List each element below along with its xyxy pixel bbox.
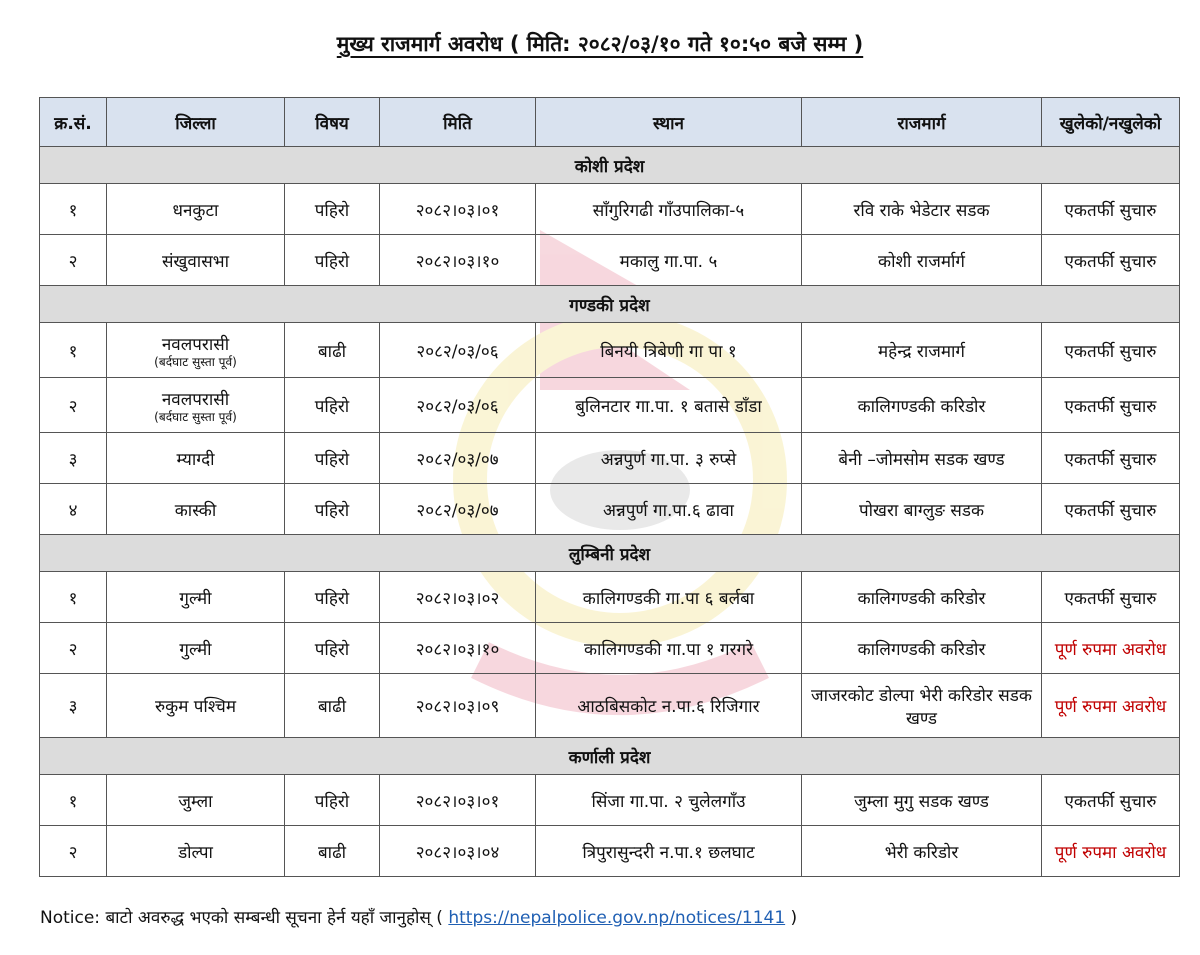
highway-cell: कालिगण्डकी करिडोर — [802, 572, 1042, 623]
date-cell: २०८२/०३/०६ — [380, 378, 536, 433]
district-name: गुल्मी — [179, 588, 212, 609]
district-name: संखुवासभा — [161, 251, 230, 272]
province-name: लुम्बिनी प्रदेश — [40, 535, 1180, 572]
district-cell — [107, 235, 285, 286]
serial-number-cell: १ — [40, 184, 107, 235]
column-header: विषय — [285, 98, 380, 147]
column-header: मिति — [380, 98, 536, 147]
subject-cell: पहिरो — [285, 623, 380, 674]
table-row — [40, 775, 1180, 826]
place-cell: कालिगण्डकी गा.पा ६ बर्लबा — [536, 572, 802, 623]
table-row — [40, 433, 1180, 484]
district-cell — [107, 572, 285, 623]
district-name: रुकुम पश्चिम — [154, 697, 237, 717]
column-header: क्र.सं. — [40, 98, 107, 147]
serial-number-cell: २ — [40, 826, 107, 877]
highway-cell: कालिगण्डकी करिडोर — [802, 623, 1042, 674]
serial-number-cell: २ — [40, 623, 107, 674]
status-cell: एकतर्फी सुचारु — [1042, 323, 1180, 378]
serial-number-cell: १ — [40, 323, 107, 378]
table-row — [40, 572, 1180, 623]
district-cell — [107, 674, 285, 738]
date-cell: २०८२।०३।०१ — [380, 184, 536, 235]
serial-number-cell: ३ — [40, 674, 107, 738]
district-subtext: (बर्दघाट सुस्ता पूर्व) — [154, 354, 237, 369]
highway-cell: कालिगण्डकी करिडोर — [802, 378, 1042, 433]
district-name: धनकुटा — [172, 200, 219, 221]
province-row — [40, 738, 1180, 775]
serial-number-cell: २ — [40, 235, 107, 286]
place-cell: कालिगण्डकी गा.पा १ गरगरे — [536, 623, 802, 674]
highway-obstruction-table — [39, 97, 1180, 877]
notice-line — [40, 905, 797, 928]
table-row — [40, 184, 1180, 235]
district-cell — [107, 826, 285, 877]
date-cell: २०८२।०३।०४ — [380, 826, 536, 877]
district-name: म्याग्दी — [176, 449, 215, 470]
subject-cell: बाढी — [285, 323, 380, 378]
subject-cell: बाढी — [285, 674, 380, 738]
table-row — [40, 826, 1180, 877]
place-cell: अन्नपुर्ण गा.पा.६ ढावा — [536, 484, 802, 535]
district-cell — [107, 484, 285, 535]
status-cell: एकतर्फी सुचारु — [1042, 184, 1180, 235]
page-title: मुख्य राजमार्ग अवरोध ( मिति: २०८२/०३/१० गते १०:५० बजे सम्म ) — [336, 32, 864, 56]
notice-link[interactable]: https://nepalpolice.gov.np/notices/1141 — [448, 908, 786, 928]
status-cell: एकतर्फी सुचारु — [1042, 572, 1180, 623]
date-cell: २०८२।०३।१० — [380, 235, 536, 286]
highway-cell: कोशी राजर्मार्ग — [802, 235, 1042, 286]
table-body — [40, 147, 1180, 877]
highway-cell: पोखरा बाग्लुङ सडक — [802, 484, 1042, 535]
subject-cell: पहिरो — [285, 184, 380, 235]
subject-cell: पहिरो — [285, 433, 380, 484]
place-cell: बुलिनटार गा.पा. १ बतासे डाँडा — [536, 378, 802, 433]
column-header: राजमार्ग — [802, 98, 1042, 147]
date-cell: २०८२/०३/०६ — [380, 323, 536, 378]
table-row — [40, 623, 1180, 674]
subject-cell: पहिरो — [285, 572, 380, 623]
place-cell: अन्नपुर्ण गा.पा. ३ रुप्से — [536, 433, 802, 484]
province-row — [40, 147, 1180, 184]
status-cell: एकतर्फी सुचारु — [1042, 484, 1180, 535]
province-name: कोशी प्रदेश — [40, 147, 1180, 184]
notice-suffix: ) — [785, 908, 798, 928]
place-cell: साँगुरिगढी गाँउपालिका-५ — [536, 184, 802, 235]
district-cell — [107, 775, 285, 826]
place-cell: बिनयी त्रिबेणी गा पा १ — [536, 323, 802, 378]
district-name: जुम्ला — [178, 791, 213, 812]
highway-cell: जाजरकोट डोल्पा भेरी करिडोर सडक खण्ड — [802, 674, 1042, 738]
date-cell: २०८२/०३/०७ — [380, 433, 536, 484]
place-cell: सिंजा गा.पा. २ चुलेलगाँउ — [536, 775, 802, 826]
district-name: नवलपरासी — [161, 334, 230, 355]
highway-cell: महेन्द्र राजमार्ग — [802, 323, 1042, 378]
subject-cell: पहिरो — [285, 484, 380, 535]
column-header: स्थान — [536, 98, 802, 147]
serial-number-cell: १ — [40, 775, 107, 826]
serial-number-cell: ४ — [40, 484, 107, 535]
status-cell: पूर्ण रुपमा अवरोध — [1042, 674, 1180, 738]
province-name: कर्णाली प्रदेश — [40, 738, 1180, 775]
date-cell: २०८२।०३।०९ — [380, 674, 536, 738]
table-header-row — [40, 98, 1180, 147]
status-cell: पूर्ण रुपमा अवरोध — [1042, 623, 1180, 674]
district-cell — [107, 323, 285, 378]
district-cell — [107, 184, 285, 235]
province-name: गण्डकी प्रदेश — [40, 286, 1180, 323]
place-cell: आठबिसकोट न.पा.६ रिजिगार — [536, 674, 802, 738]
date-cell: २०८२/०३/०७ — [380, 484, 536, 535]
table-row — [40, 484, 1180, 535]
subject-cell: पहिरो — [285, 235, 380, 286]
district-name: गुल्मी — [179, 639, 212, 660]
notice-text: Notice: बाटो अवरुद्ध भएको सम्बन्धी सूचना हेर्न यहाँ जानुहोस् ( — [40, 908, 449, 928]
serial-number-cell: १ — [40, 572, 107, 623]
subject-cell: पहिरो — [285, 775, 380, 826]
highway-cell: बेनी –जोमसोम सडक खण्ड — [802, 433, 1042, 484]
table-row — [40, 378, 1180, 433]
table-row — [40, 674, 1180, 738]
date-cell: २०८२।०३।१० — [380, 623, 536, 674]
subject-cell: बाढी — [285, 826, 380, 877]
table-row — [40, 323, 1180, 378]
status-cell: एकतर्फी सुचारु — [1042, 775, 1180, 826]
date-cell: २०८२।०३।०२ — [380, 572, 536, 623]
table-row — [40, 235, 1180, 286]
province-row — [40, 286, 1180, 323]
province-row — [40, 535, 1180, 572]
place-cell: त्रिपुरासुन्दरी न.पा.१ छलघाट — [536, 826, 802, 877]
serial-number-cell: ३ — [40, 433, 107, 484]
status-cell: एकतर्फी सुचारु — [1042, 235, 1180, 286]
district-cell — [107, 623, 285, 674]
status-cell: एकतर्फी सुचारु — [1042, 433, 1180, 484]
district-cell — [107, 433, 285, 484]
column-header: खुलेको/नखुलेको — [1042, 98, 1180, 147]
date-cell: २०८२।०३।०१ — [380, 775, 536, 826]
subject-cell: पहिरो — [285, 378, 380, 433]
highway-cell: भेरी करिडोर — [802, 826, 1042, 877]
column-header: जिल्ला — [107, 98, 285, 147]
status-cell: एकतर्फी सुचारु — [1042, 378, 1180, 433]
place-cell: मकालु गा.पा. ५ — [536, 235, 802, 286]
highway-cell: जुम्ला मुगु सडक खण्ड — [802, 775, 1042, 826]
highway-cell: रवि राके भेडेटार सडक — [802, 184, 1042, 235]
district-name: नवलपरासी — [161, 389, 230, 410]
status-cell: पूर्ण रुपमा अवरोध — [1042, 826, 1180, 877]
district-name: डोल्पा — [178, 842, 213, 863]
district-subtext: (बर्दघाट सुस्ता पूर्व) — [154, 409, 237, 424]
district-name: कास्की — [174, 500, 217, 521]
serial-number-cell: २ — [40, 378, 107, 433]
district-cell — [107, 378, 285, 433]
